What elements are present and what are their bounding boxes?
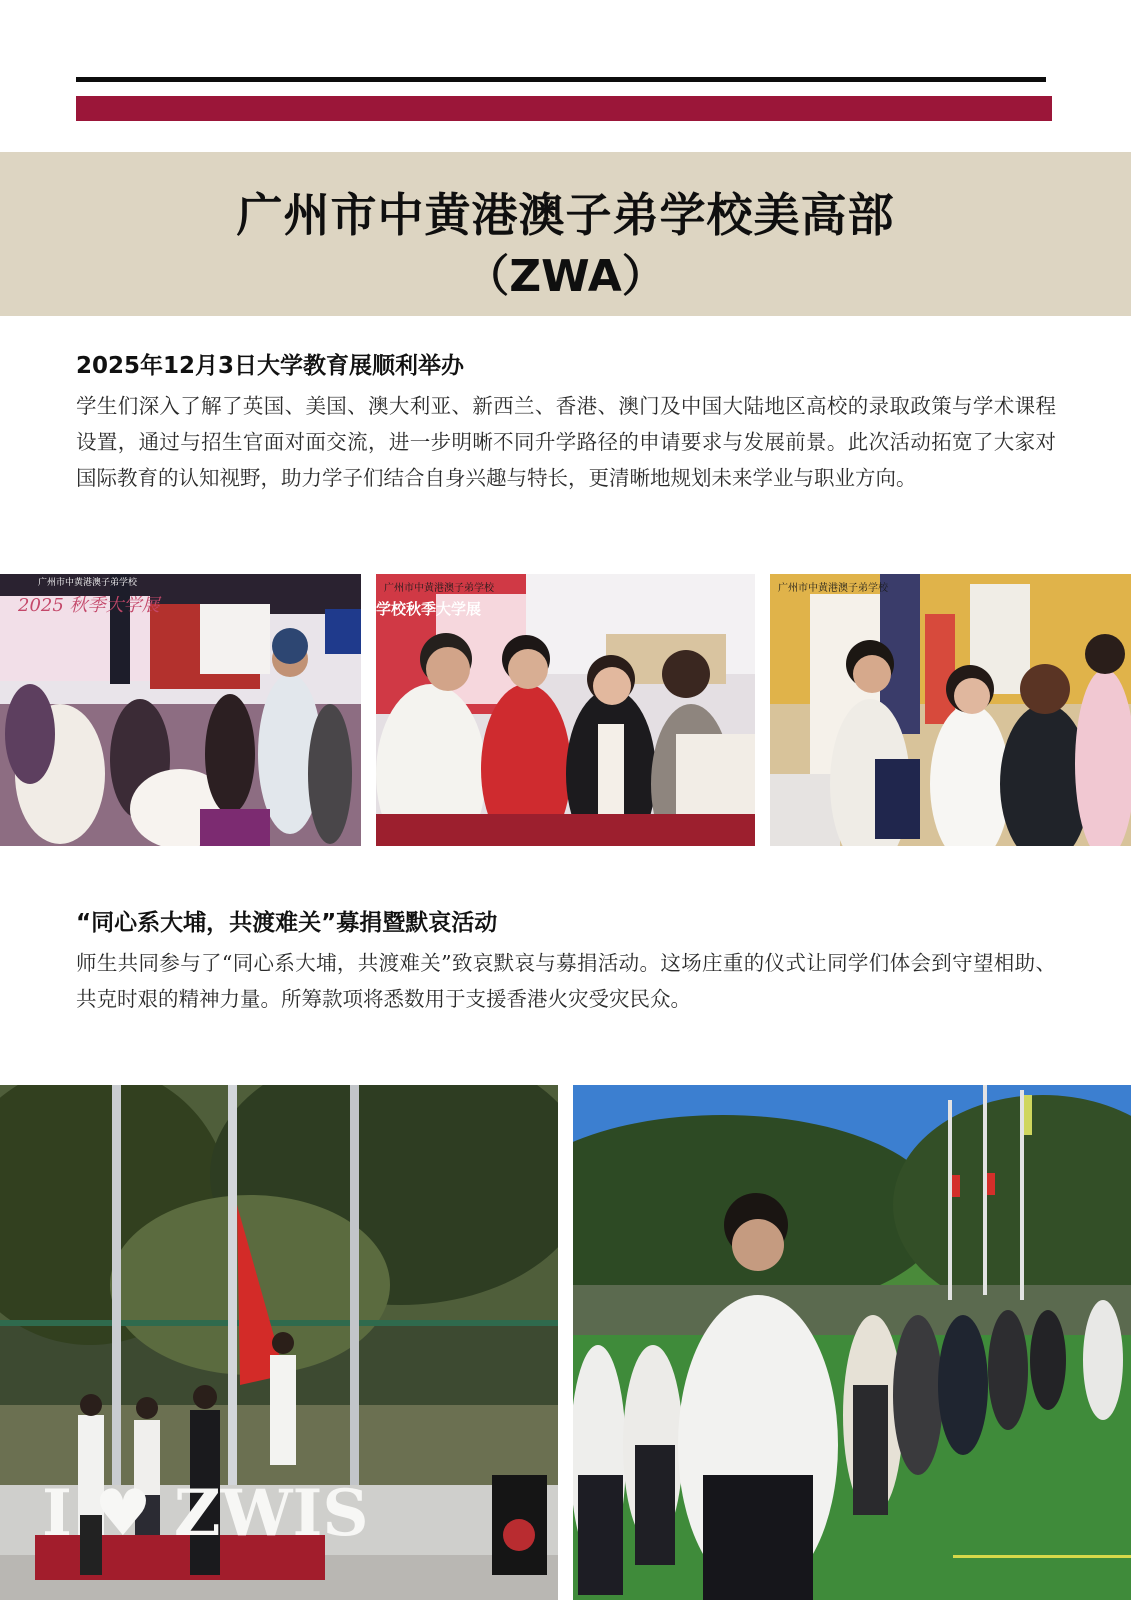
photo-caption-logo: 广州市中黄港澳子弟学校 <box>38 578 138 588</box>
title-banner <box>0 152 1131 316</box>
page-title: 广州市中黄港澳子弟学校美高部 <box>236 188 895 242</box>
section-body-memorial: 师生共同参与了“同心系大埔，共渡难关”致哀默哀与募捐活动。这场庄重的仪式让同学们体会到守望相助、共克时艰的精神力量。所筹款项将悉数用于支援香港火灾受灾民众。 <box>76 951 1056 1011</box>
photo-fair-students <box>770 574 1131 846</box>
section-title-fair: 2025年12月3日大学教育展顺利举办 <box>76 353 465 379</box>
photo-caption-logo-2: 广州市中黄港澳子弟学校 <box>384 583 494 594</box>
fair-banner-text: 2025 秋季大学展 <box>18 595 160 616</box>
section-title-memorial: “同心系大埔，共渡难关”募捐暨默哀活动 <box>76 910 498 936</box>
ceremony-sign-text: I ♥ ZWIS <box>42 1476 369 1551</box>
photo-fair-hall <box>0 574 361 846</box>
photo-flag-ceremony <box>0 1085 558 1600</box>
top-rule-black <box>76 77 1046 82</box>
top-rule-red <box>76 96 1052 121</box>
page-subtitle: （ZWA） <box>465 251 666 302</box>
photo-silent-tribute <box>573 1085 1131 1600</box>
section-body-fair: 学生们深入了解了英国、美国、澳大利亚、新西兰、香港、澳门及中国大陆地区高校的录取政策与学术课程设置，通过与招生官面对面交流，进一步明晰不同升学路径的申请要求与发展前景。此次活动拓宽了大家对国际教育的认知视野，助力学子们结合自身兴趣与特长，更清晰地规划未来学业与职业方向。 <box>76 394 1056 490</box>
photo-fair-booth <box>376 574 755 846</box>
fair-banner-text-2: 学校秋季大学展 <box>376 600 482 618</box>
photo-caption-logo-3: 广州市中黄港澳子弟学校 <box>778 583 888 594</box>
